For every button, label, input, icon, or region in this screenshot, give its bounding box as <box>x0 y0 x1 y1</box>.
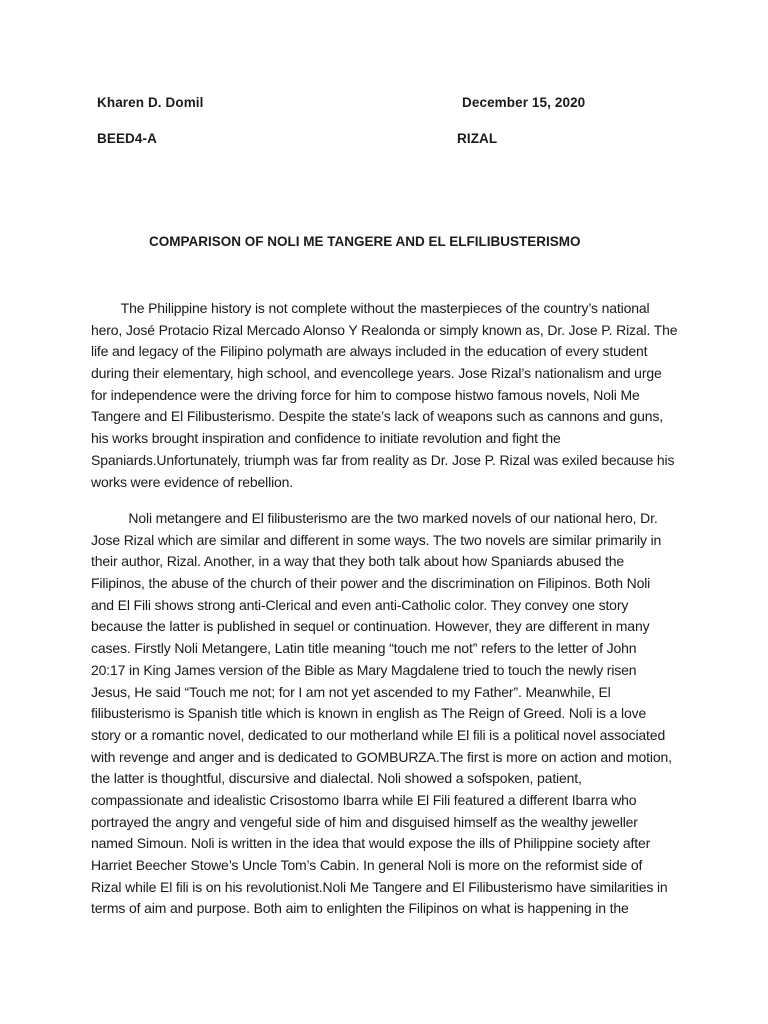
subject-label: RIZAL <box>457 131 498 146</box>
paragraph-line: his works brought inspiration and confidence to initiate revolution and fight the <box>91 430 561 447</box>
paragraph-line: their author, Rizal. Another, in a way that they both talk about how Spaniards abused the <box>91 553 625 570</box>
paragraph-line: terms of aim and purpose. Both aim to enlighten the Filipinos on what is happening in the <box>91 900 629 917</box>
paragraph-line: with revenge and anger and is dedicated to GOMBURZA.The first is more on action and motion, <box>91 748 672 765</box>
paragraph-line: Noli metangere and El filibusterismo are the two marked novels of our national hero, Dr. <box>91 510 658 526</box>
paragraph-line: Jose Rizal which are similar and different in some ways. The two novels are similar primarily in <box>91 531 662 548</box>
essay-title: COMPARISON OF NOLI ME TANGERE AND EL ELFILIBUSTERISMO <box>149 234 581 249</box>
paragraph-line: Harriet Beecher Stowe’s Uncle Tom’s Cabin. In general Noli is more on the reformist side of <box>91 857 643 873</box>
paragraph-line: 20:17 in King James version of the Bible as Mary Magdalene tried to touch the newly risen <box>91 661 637 678</box>
paragraph-line: because the latter is published in sequel or continuation. However, they are different in many <box>91 618 650 635</box>
paragraph-line: for independence were the driving force for him to compose histwo famous novels, Noli Me <box>91 386 640 403</box>
paragraph-line: filibusterismo is Spanish title which is known in english as The Reign of Greed. Noli is a love <box>91 705 647 722</box>
paragraph-line: compassionate and idealistic Crisostomo Ibarra while El Fili featured a different Ibarra who <box>91 791 637 808</box>
document-date: December 15, 2020 <box>462 95 586 110</box>
section-label: BEED4-A <box>97 131 157 146</box>
paragraph-line: the latter is thoughtful, discursive and dialectal. Noli showed a sofspoken, patient, <box>91 770 582 787</box>
paragraph-line: Tangere and El Filibusterismo. Despite the state’s lack of weapons such as cannons and guns, <box>91 408 663 425</box>
paragraph-2 <box>91 508 691 920</box>
paragraph-line: Rizal while El fili is on his revolutionist.Noli Me Tangere and El Filibusterismo have similarities in <box>91 878 668 895</box>
paragraph-line: story or a romantic novel, dedicated to our motherland while El fili is a political novel associated <box>91 726 666 743</box>
paragraph-line: Jesus, He said “Touch me not; for I am not yet ascended to my Father”. Meanwhile, El <box>91 683 611 700</box>
paragraph-line: named Simoun. Noli is written in the idea that would expose the ills of Philippine society after <box>91 835 651 852</box>
paragraph-line: portrayed the angry and vengeful side of him and disguised himself as the wealthy jeweller <box>91 813 638 830</box>
paragraph-line: cases. Firstly Noli Metangere, Latin title meaning “touch me not” refers to the letter of John <box>91 640 637 657</box>
paragraph-line: The Philippine history is not complete without the masterpieces of the country’s national <box>91 300 650 316</box>
paragraph-line: Spaniards.Unfortunately, triumph was far from reality as Dr. Jose P. Rizal was exiled because his <box>91 451 675 468</box>
paragraph-line: Filipinos, the abuse of the church of their power and the discrimination on Filipinos. Both Noli <box>91 575 651 592</box>
paragraph-line: works were evidence of rebellion. <box>91 473 294 490</box>
paragraph-line: hero, José Protacio Rizal Mercado Alonso Y Realonda or simply known as, Dr. Jose P. Rizal. The <box>91 321 678 338</box>
paragraph-line: during their elementary, high school, and evencollege years. Jose Rizal’s nationalism and urge <box>91 365 662 382</box>
paragraph-line: and El Fili shows strong anti-Clerical and even anti-Catholic color. They convey one story <box>91 596 629 613</box>
paragraph-line: life and legacy of the Filipino polymath are always included in the education of every student <box>91 343 648 360</box>
paragraph-1 <box>91 298 691 493</box>
author-name: Kharen D. Domil <box>97 95 204 110</box>
